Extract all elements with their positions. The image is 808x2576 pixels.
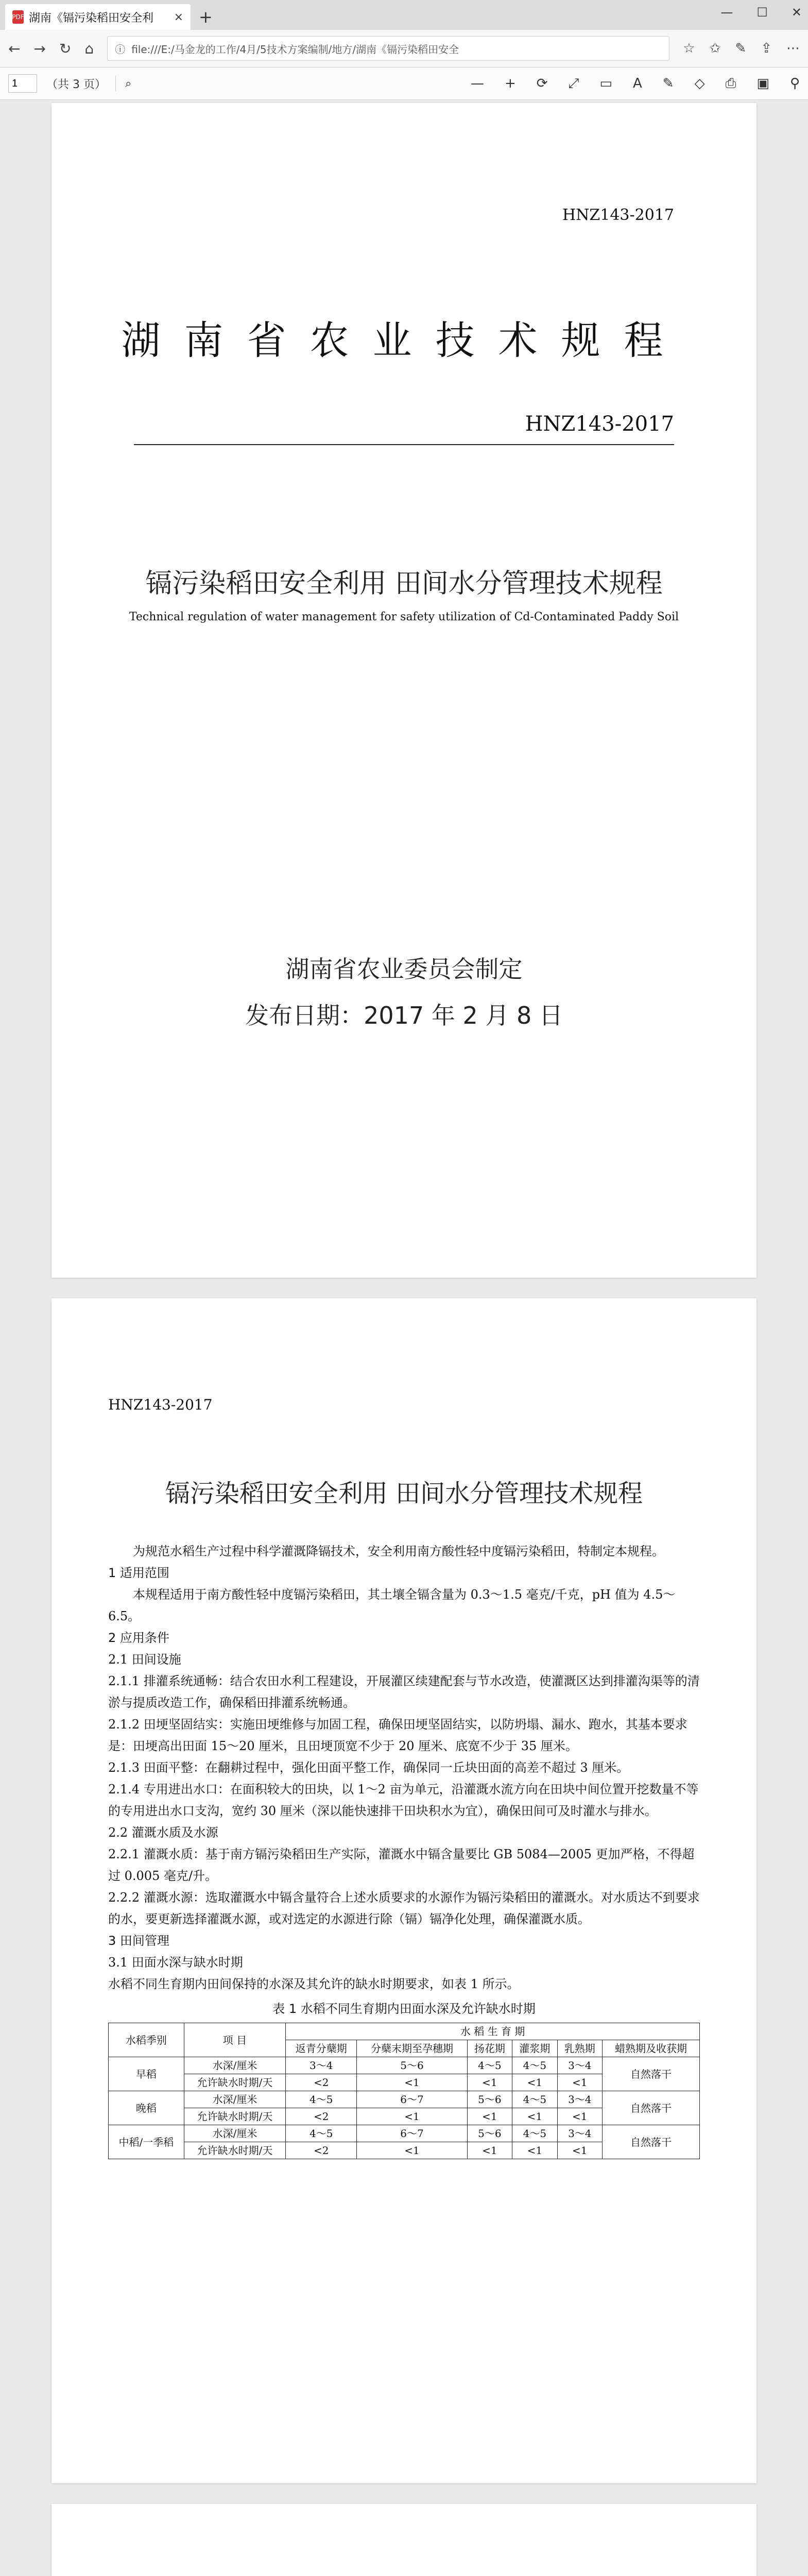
window-controls <box>720 5 802 20</box>
document-title: 镉污染稻田安全利用 田间水分管理技术规程 <box>145 568 663 599</box>
table-cell: <1 <box>557 2108 602 2125</box>
horizontal-rule <box>134 444 674 445</box>
table-row <box>109 2091 700 2108</box>
table-header: 扬花期 <box>467 2040 512 2057</box>
browser-tools <box>683 41 800 56</box>
paragraph: 2.1.2 田埂坚固结实：实施田埂维修与加固工程，确保田埂坚固结实，以防坍塌、漏水、跑水，其基本要求是：田埂高出田面 15～20 厘米，且田埂顶宽不少于 20 厘米、底宽不少于 35 厘米。 <box>108 1717 687 1753</box>
erase-icon[interactable]: ◇ <box>694 75 705 91</box>
table-cell: <1 <box>512 2142 557 2159</box>
page-body <box>108 1540 700 2159</box>
table-cell: 5～6 <box>357 2057 467 2074</box>
water-depth-table <box>108 2023 700 2159</box>
table-cell: <1 <box>357 2074 467 2091</box>
table-cell: 3～4 <box>286 2057 357 2074</box>
table-cell: <1 <box>512 2074 557 2091</box>
read-aloud-icon[interactable]: A <box>632 75 642 91</box>
print-icon[interactable]: ⎙ <box>725 75 736 91</box>
page-header-code: HNZ143-2017 <box>108 1396 213 1413</box>
paragraph: 2.1.3 田面平整：在翻耕过程中，强化田面平整工作，确保同一丘块田面的高差不超过 3 厘米。 <box>108 1760 629 1775</box>
table-cell: 3～4 <box>557 2057 602 2074</box>
new-tab-button[interactable]: + <box>199 7 213 27</box>
heading: 1 适用范围 <box>108 1566 169 1580</box>
address-toolbar <box>0 30 808 67</box>
table-cell: 5～6 <box>467 2091 512 2108</box>
main-title: 湖南省农业技术规程 <box>121 317 687 363</box>
table-cell: 4～5 <box>512 2125 557 2142</box>
table-cell: 4～5 <box>467 2057 512 2074</box>
issue-date: 发布日期：2017 年 2 月 8 日 <box>245 1002 563 1029</box>
table-cell: 中稻/一季稻 <box>109 2125 184 2159</box>
table-cell: 自然落干 <box>603 2091 700 2125</box>
standard-code: HNZ143-2017 <box>562 206 674 224</box>
tab-bar <box>0 0 808 30</box>
table-cell: 晚稻 <box>109 2091 184 2125</box>
table-header: 水稻季别 <box>109 2023 184 2057</box>
pen-icon[interactable]: ✎ <box>735 41 747 56</box>
table-cell: <1 <box>467 2074 512 2091</box>
table-cell: 允许缺水时期/天 <box>184 2074 285 2091</box>
pdf-page-1 <box>51 103 757 1278</box>
page-count: （共 3 页） <box>46 78 106 91</box>
paragraph: 2.1.4 专用进出水口：在面积较大的田块，以 1～2 亩为单元，沿灌溉水流方向在田块中间位置开挖数量不等的专用进出水口支沟，宽约 30 厘米（深以能快速排干田块积水为宜），确保田间可及时灌水与排水。 <box>108 1782 699 1818</box>
table-header: 蜡熟期及收获期 <box>603 2040 700 2057</box>
paragraph: 本规程适用于南方酸性轻中度镉污染稻田，其土壤全镉含量为 0.3～1.5 毫克/千克，pH 值为 4.5～6.5。 <box>108 1587 676 1623</box>
table-header: 项 目 <box>184 2023 285 2057</box>
fit-page-icon[interactable]: ⤢ <box>568 75 579 91</box>
table-header: 灌浆期 <box>512 2040 557 2057</box>
table-cell: <2 <box>286 2142 357 2159</box>
forward-icon[interactable]: → <box>33 40 46 57</box>
table-header: 水 稻 生 育 期 <box>286 2023 700 2040</box>
table-cell: 3～4 <box>557 2125 602 2142</box>
rotate-icon[interactable]: ⟳ <box>536 75 548 91</box>
table-cell: 允许缺水时期/天 <box>184 2142 285 2159</box>
tab-close-button[interactable]: × <box>174 10 183 24</box>
paragraph: 2.1.1 排灌系统通畅：结合农田水利工程建设，开展灌区续建配套与节水改造，使灌溉区达到排灌沟渠等的清淤与提质改造工作，确保稻田排灌系统畅通。 <box>108 1674 700 1710</box>
pdf-page-3 <box>51 2504 757 2576</box>
table-cell: <1 <box>467 2142 512 2159</box>
divider <box>115 76 116 91</box>
table-cell: <1 <box>357 2108 467 2125</box>
paragraph: 水稻不同生育期内田间保持的水深及其允许的缺水时期要求，如表 1 所示。 <box>108 1977 520 1991</box>
standard-code-large: HNZ143-2017 <box>525 412 674 436</box>
browser-tab[interactable] <box>5 4 191 30</box>
info-icon: ⓘ <box>115 43 126 56</box>
favorites-icon[interactable]: ✩ <box>709 41 721 56</box>
section-title: 镉污染稻田安全利用 田间水分管理技术规程 <box>165 1479 643 1508</box>
more-icon[interactable]: ⋯ <box>786 41 800 56</box>
save-icon[interactable]: ▣ <box>757 75 769 91</box>
pin-icon[interactable]: ⚲ <box>789 75 800 91</box>
table-header: 返青分蘖期 <box>286 2040 357 2057</box>
table-cell: 水深/厘米 <box>184 2125 285 2142</box>
minimize-button[interactable]: — <box>720 5 733 20</box>
heading: 3 田间管理 <box>108 1934 169 1948</box>
back-icon[interactable]: ← <box>8 40 21 57</box>
table-cell: 4～5 <box>512 2057 557 2074</box>
home-icon[interactable]: ⌂ <box>84 40 94 57</box>
table-cell: 水深/厘米 <box>184 2091 285 2108</box>
table-cell: 3～4 <box>557 2091 602 2108</box>
subheading: 2.1 田间设施 <box>108 1652 181 1667</box>
table-caption: 表 1 水稻不同生育期内田面水深及允许缺水时期 <box>272 2002 536 2016</box>
paragraph: 2.2.1 灌溉水质：基于南方镉污染稻田生产实际，灌溉水中镉含量要比 GB 5084—2005 更加严格，不得超过 0.005 毫克/升。 <box>108 1847 695 1883</box>
table-row <box>109 2125 700 2142</box>
zoom-in-icon[interactable]: + <box>504 75 516 91</box>
pdf-toolbar <box>0 67 808 100</box>
document-subtitle: Technical regulation of water management for safety utilization of Cd-Contaminated Paddy Soil <box>129 611 679 623</box>
table-cell: 5～6 <box>467 2125 512 2142</box>
pdf-icon: PDF <box>12 10 24 24</box>
page-number-input[interactable] <box>8 74 37 93</box>
pdf-tools <box>471 76 800 92</box>
favorite-star-icon[interactable]: ☆ <box>683 41 695 56</box>
issuer: 湖南省农业委员会制定 <box>285 955 523 983</box>
subheading: 3.1 田面水深与缺水时期 <box>108 1955 243 1970</box>
search-icon[interactable]: ⌕ <box>125 77 132 90</box>
table-cell: 4～5 <box>286 2091 357 2108</box>
draw-icon[interactable]: ✎ <box>662 75 674 91</box>
table-cell: <1 <box>557 2142 602 2159</box>
paragraph: 为规范水稻生产过程中科学灌溉降镉技术，安全利用南方酸性轻中度镉污染稻田，特制定本规程。 <box>133 1544 664 1558</box>
maximize-button[interactable]: ☐ <box>757 5 768 20</box>
paragraph: 2.2.2 灌溉水源：选取灌溉水中镉含量符合上述水质要求的水源作为镉污染稻田的灌溉水。对水质达不到要求的水，要更新选择灌溉水源，或对选定的水源进行除（镉）镉净化处理，确保灌溉水质。 <box>108 1890 700 1926</box>
table-cell: 6～7 <box>357 2125 467 2142</box>
table-cell: 早稻 <box>109 2057 184 2091</box>
page-view-icon[interactable]: ▭ <box>599 75 612 91</box>
share-icon[interactable]: ⇪ <box>761 41 772 56</box>
table-cell: 允许缺水时期/天 <box>184 2108 285 2125</box>
address-bar[interactable] <box>107 36 669 61</box>
table-header: 乳熟期 <box>557 2040 602 2057</box>
window-close-button[interactable]: ✕ <box>791 5 802 20</box>
table-cell: <1 <box>357 2142 467 2159</box>
tab-title: 湖南《镉污染稻田安全利 <box>29 11 154 25</box>
table-cell: <1 <box>557 2074 602 2091</box>
table-cell: 水深/厘米 <box>184 2057 285 2074</box>
heading: 2 应用条件 <box>108 1631 169 1645</box>
table-cell: 6～7 <box>357 2091 467 2108</box>
table-cell: 4～5 <box>512 2091 557 2108</box>
table-cell: 4～5 <box>286 2125 357 2142</box>
table-header: 分蘖末期至孕穗期 <box>357 2040 467 2057</box>
table-cell: 自然落干 <box>603 2125 700 2159</box>
table-cell: <1 <box>467 2108 512 2125</box>
table-cell: 自然落干 <box>603 2057 700 2091</box>
table-cell: <2 <box>286 2074 357 2091</box>
table-row <box>109 2057 700 2074</box>
table-cell: <2 <box>286 2108 357 2125</box>
table-cell: <1 <box>512 2108 557 2125</box>
zoom-out-icon[interactable]: — <box>470 75 484 91</box>
refresh-icon[interactable]: ↻ <box>59 40 72 57</box>
pdf-page-2 <box>51 1298 757 2483</box>
address-text: file:///E:/马金龙的工作/4月/5技术方案编制/地方/湖南《镉污染稻田安全 <box>131 43 459 56</box>
subheading: 2.2 灌溉水质及水源 <box>108 1825 218 1840</box>
